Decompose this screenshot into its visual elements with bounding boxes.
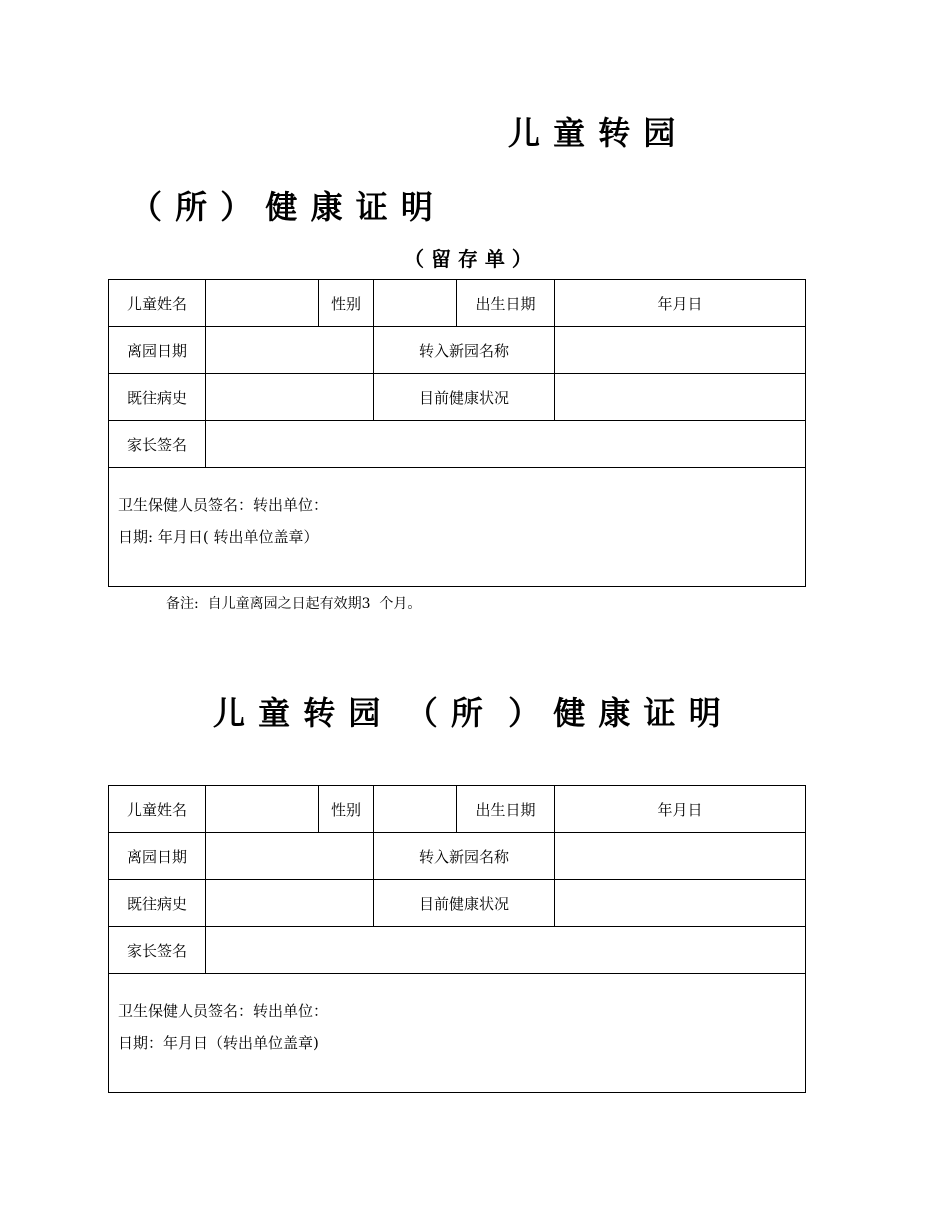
leave-date-field[interactable] [206, 327, 374, 374]
health-form-certificate [108, 785, 806, 1093]
table-row [109, 280, 806, 327]
child-name-field[interactable] [206, 280, 319, 327]
leave-date-label: 离园日期 [109, 327, 206, 374]
health-staff-signature-line: 卫生保健人员签名：转出单位： [118, 496, 329, 514]
child-name-field[interactable] [206, 786, 319, 833]
table-row [109, 374, 806, 421]
date-stamp-line: 日期: 年月日( 转出单位盖章） [118, 528, 319, 546]
table-row [109, 974, 806, 1093]
page-subtitle: （ 留 存 单 ） [404, 247, 532, 271]
medical-history-field[interactable] [206, 374, 374, 421]
current-health-label: 目前健康状况 [374, 880, 555, 927]
gender-field[interactable] [374, 280, 457, 327]
child-name-label: 儿童姓名 [109, 786, 206, 833]
parent-signature-label: 家长签名 [109, 421, 206, 468]
medical-history-label: 既往病史 [109, 374, 206, 421]
table-row [109, 421, 806, 468]
leave-date-field[interactable] [206, 833, 374, 880]
gender-field[interactable] [374, 786, 457, 833]
medical-history-label: 既往病史 [109, 880, 206, 927]
date-stamp-line: 日期：年月日（转出单位盖章) [118, 1034, 319, 1052]
table-row [109, 927, 806, 974]
table-row [109, 786, 806, 833]
page-title-line1: 儿 童 转 园 [508, 114, 677, 152]
health-staff-signature-line: 卫生保健人员签名：转出单位： [118, 1002, 329, 1020]
table-row [109, 833, 806, 880]
parent-signature-field[interactable] [206, 927, 806, 974]
health-staff-signature-box[interactable] [109, 974, 806, 1093]
gender-label: 性别 [319, 786, 374, 833]
current-health-label: 目前健康状况 [374, 374, 555, 421]
birth-date-label: 出生日期 [457, 786, 555, 833]
current-health-field[interactable] [555, 374, 806, 421]
medical-history-field[interactable] [206, 880, 374, 927]
current-health-field[interactable] [555, 880, 806, 927]
page-title-second: 儿 童 转 园 （ 所 ） 健 康 证 明 [213, 694, 722, 732]
new-kindergarten-label: 转入新园名称 [374, 833, 555, 880]
new-kindergarten-field[interactable] [555, 833, 806, 880]
validity-note: 备注: 自儿童离园之日起有效期3 个月。 [166, 596, 422, 612]
gender-label: 性别 [319, 280, 374, 327]
table-row [109, 468, 806, 587]
birth-date-field[interactable]: 年月日 [555, 280, 806, 327]
health-form-retained [108, 279, 806, 587]
page-title-line2: （ 所 ） 健 康 证 明 [130, 188, 434, 226]
health-staff-signature-box[interactable] [109, 468, 806, 587]
child-name-label: 儿童姓名 [109, 280, 206, 327]
leave-date-label: 离园日期 [109, 833, 206, 880]
table-row [109, 327, 806, 374]
parent-signature-label: 家长签名 [109, 927, 206, 974]
new-kindergarten-field[interactable] [555, 327, 806, 374]
birth-date-label: 出生日期 [457, 280, 555, 327]
new-kindergarten-label: 转入新园名称 [374, 327, 555, 374]
table-row [109, 880, 806, 927]
parent-signature-field[interactable] [206, 421, 806, 468]
birth-date-field[interactable]: 年月日 [555, 786, 806, 833]
